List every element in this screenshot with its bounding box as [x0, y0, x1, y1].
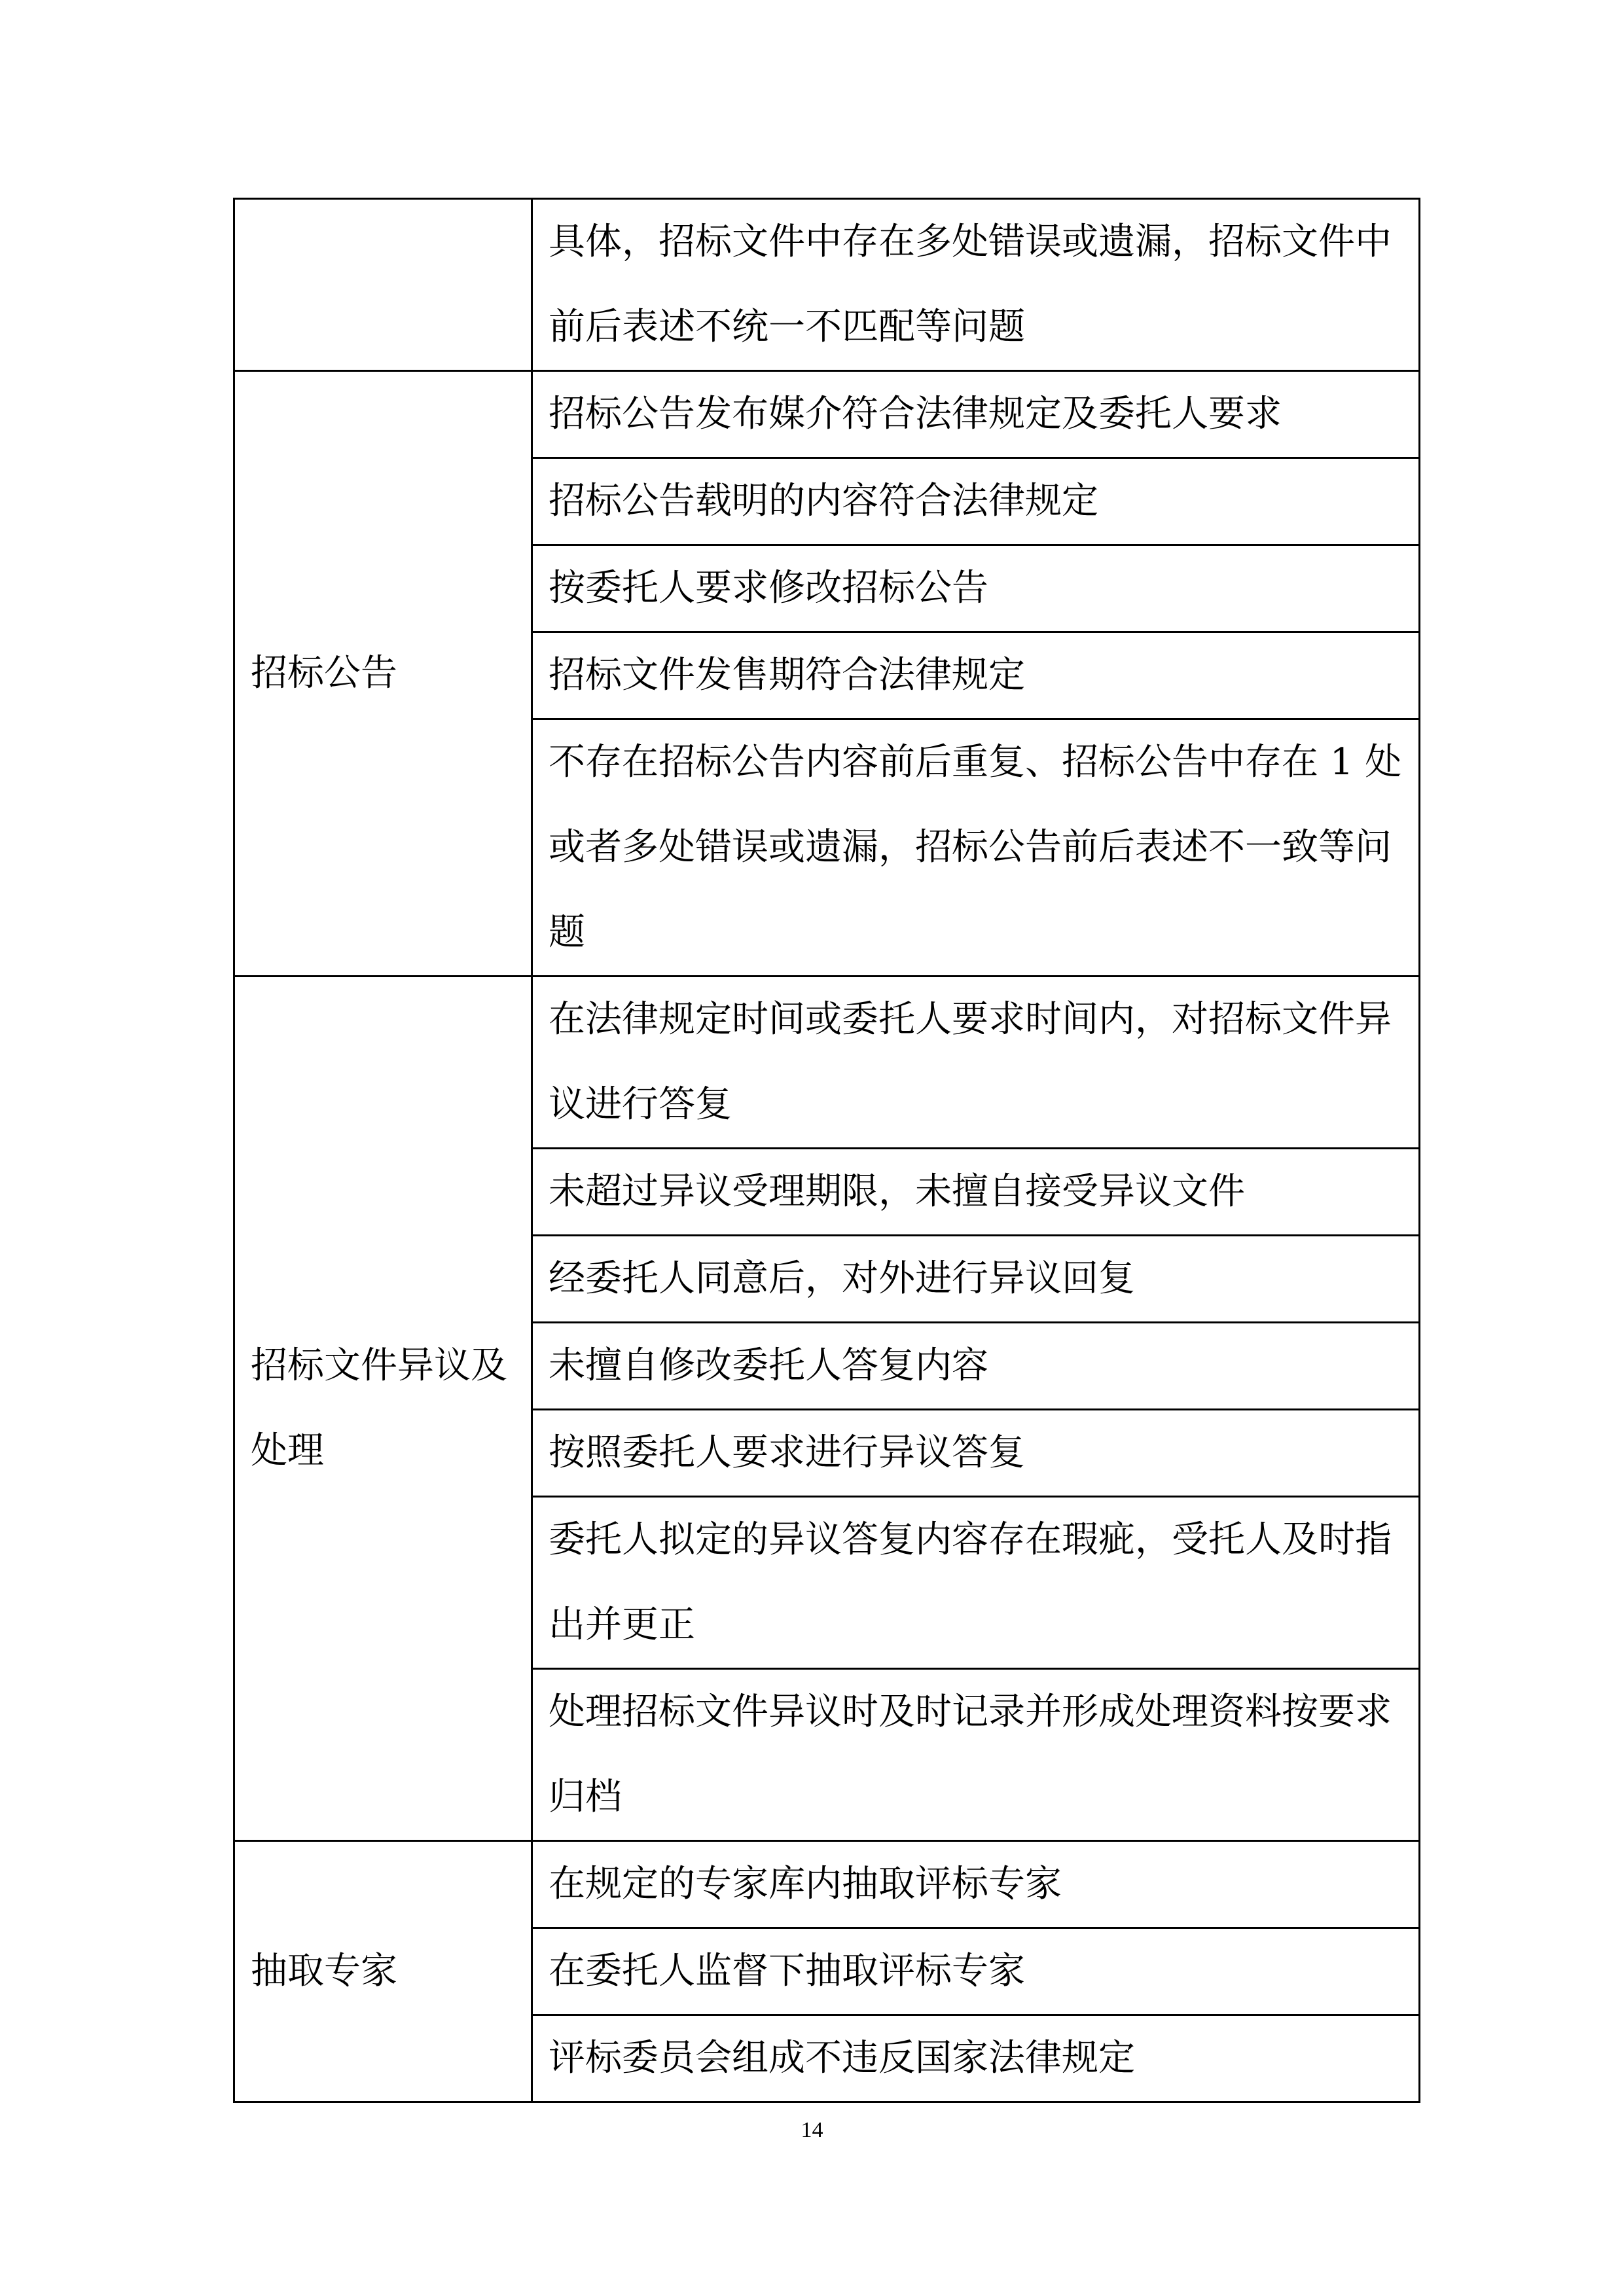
evaluation-criteria-table [233, 198, 1420, 2103]
criteria-cell: 招标文件发售期符合法律规定 [532, 632, 1420, 719]
category-cell: 招标公告 [234, 371, 532, 977]
criteria-cell: 具体，招标文件中存在多处错误或遗漏，招标文件中前后表述不统一不匹配等问题 [532, 199, 1420, 371]
criteria-cell: 不存在招标公告内容前后重复、招标公告中存在 1 处或者多处错误或遗漏，招标公告前后表述不一致等问题 [532, 719, 1420, 977]
criteria-cell: 招标公告载明的内容符合法律规定 [532, 458, 1420, 545]
criteria-cell: 招标公告发布媒介符合法律规定及委托人要求 [532, 371, 1420, 458]
criteria-cell: 评标委员会组成不违反国家法律规定 [532, 2015, 1420, 2102]
category-cell [234, 199, 532, 371]
criteria-cell: 处理招标文件异议时及时记录并形成处理资料按要求归档 [532, 1669, 1420, 1841]
criteria-cell: 在委托人监督下抽取评标专家 [532, 1928, 1420, 2015]
criteria-cell: 未擅自修改委托人答复内容 [532, 1323, 1420, 1410]
table-row [234, 371, 1420, 458]
table-row [234, 977, 1420, 1149]
table-row [234, 1841, 1420, 1928]
criteria-cell: 在规定的专家库内抽取评标专家 [532, 1841, 1420, 1928]
table-row [234, 199, 1420, 371]
category-cell: 招标文件异议及处理 [234, 977, 532, 1841]
criteria-cell: 在法律规定时间或委托人要求时间内，对招标文件异议进行答复 [532, 977, 1420, 1149]
page-number: 14 [801, 2118, 823, 2142]
category-cell: 抽取专家 [234, 1841, 532, 2102]
criteria-cell: 经委托人同意后，对外进行异议回复 [532, 1236, 1420, 1323]
criteria-cell: 委托人拟定的异议答复内容存在瑕疵，受托人及时指出并更正 [532, 1497, 1420, 1669]
criteria-cell: 按照委托人要求进行异议答复 [532, 1410, 1420, 1497]
criteria-cell: 未超过异议受理期限，未擅自接受异议文件 [532, 1149, 1420, 1236]
criteria-cell: 按委托人要求修改招标公告 [532, 545, 1420, 632]
